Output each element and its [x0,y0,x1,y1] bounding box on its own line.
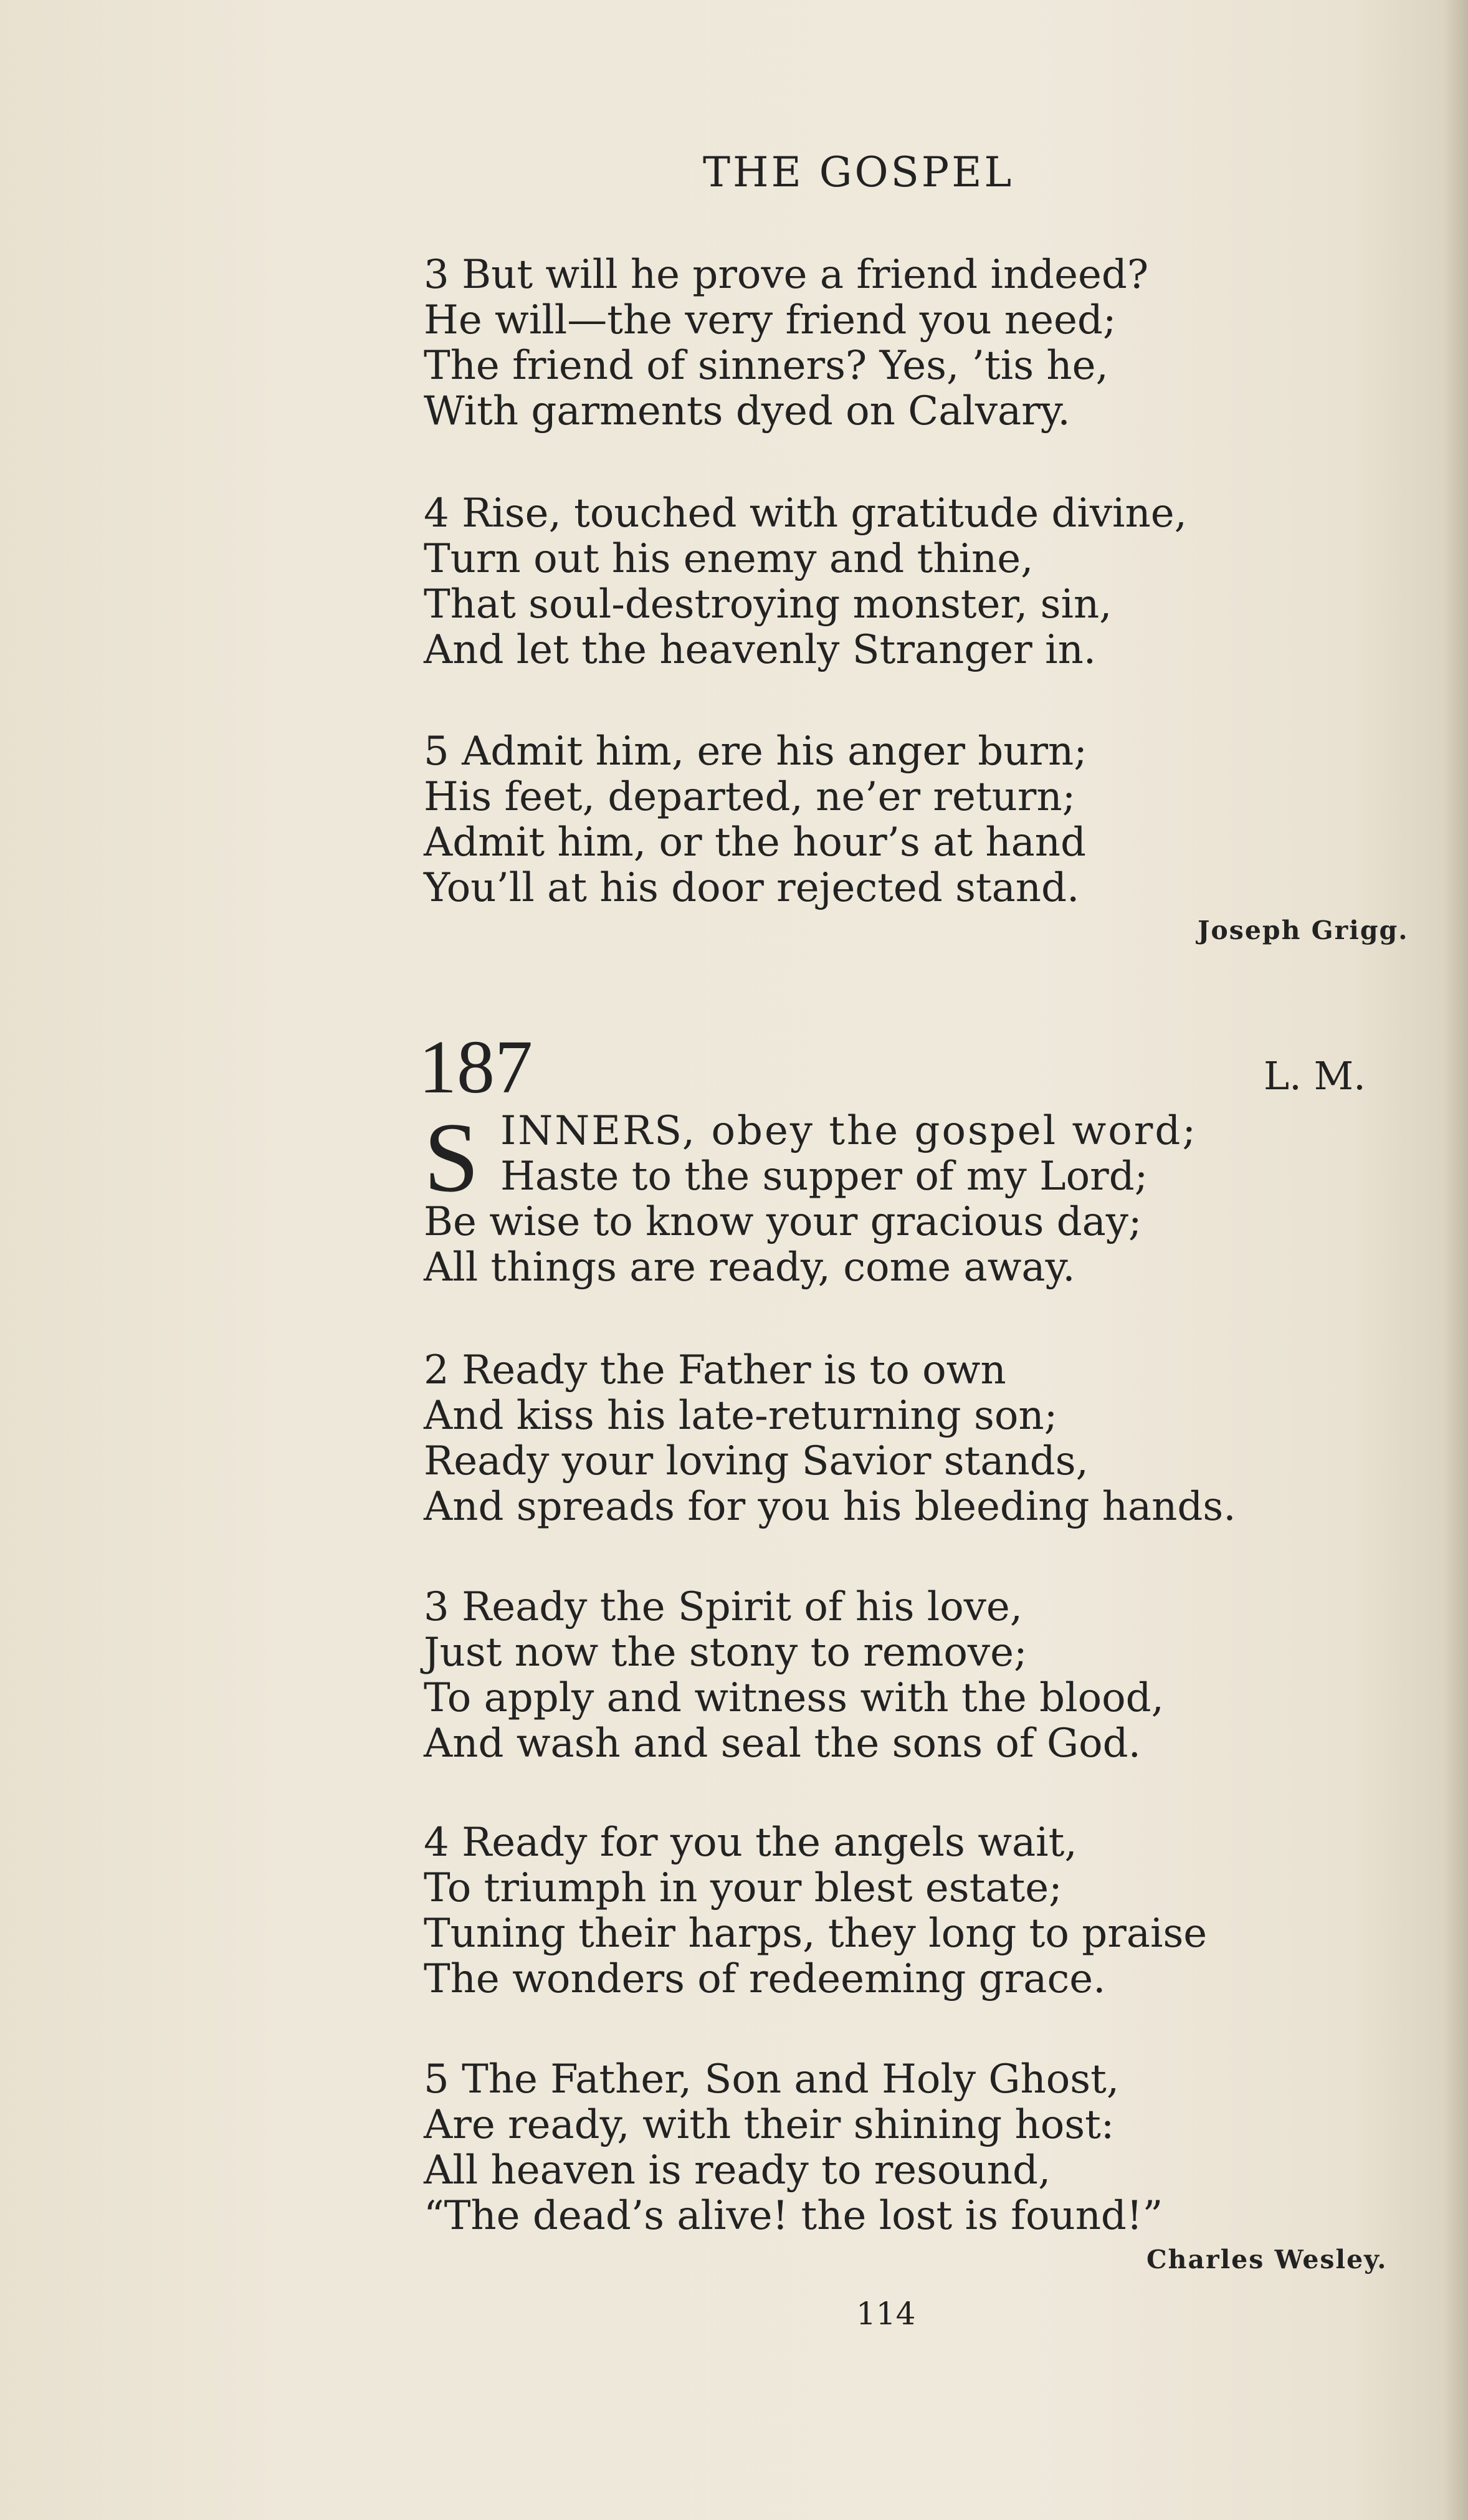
verse-line: INNERS, obey the gospel word; [500,1108,1198,1154]
verse-line: 3 Ready the Spirit of his love, [424,1584,1023,1630]
verse-line: Are ready, with their shining host: [424,2102,1115,2148]
verse-line: “The dead’s alive! the lost is found!” [424,2193,1163,2239]
verse-line: 5 The Father, Son and Holy Ghost, [424,2056,1120,2102]
running-head: THE GOSPEL [703,148,1014,196]
stanza [424,1820,1207,2002]
verse-line: To triumph in your blest estate; [424,1865,1062,1911]
verse-line: Turn out his enemy and thine, [424,536,1034,582]
verse-line: Tuning their harps, they long to praise [424,1911,1208,1957]
verse-line: To apply and witness with the blood, [424,1675,1164,1721]
binding-gutter [1443,0,1468,2520]
verse-line: With garments dyed on Calvary. [424,388,1070,434]
verse-line: And let the heavenly Stranger in. [424,627,1097,673]
verse-line: 2 Ready the Father is to own [424,1347,1006,1393]
verse-line: He will—the very friend you need; [424,297,1117,343]
stanza [424,1348,1236,1530]
verse-line: 3 But will he prove a friend indeed? [424,252,1149,298]
meter-indicator: L. M. [1264,1053,1366,1099]
drop-cap: S [424,1102,479,1213]
verse-line: Just now the stony to remove; [424,1630,1027,1676]
verse-line: Admit him, or the hour’s at hand [424,819,1086,866]
verse-line: The friend of sinners? Yes, ’tis he, [424,343,1108,389]
stanza [424,1585,1164,1767]
verse-line: You’ll at his door rejected stand. [424,865,1080,911]
verse-line: His feet, departed, ne’er return; [424,774,1076,820]
page-number: 114 [856,2296,916,2332]
verse-line: All heaven is ready to resound, [424,2147,1051,2193]
author-attribution: Joseph Grigg. [1198,915,1409,945]
stanza [424,729,1087,911]
hymn-number: 187 [419,1025,533,1109]
verse-line: The wonders of redeeming grace. [424,1956,1106,2002]
stanza [424,2057,1163,2239]
stanza [424,491,1187,673]
verse-line: 4 Ready for you the angels wait, [424,1820,1077,1866]
verse-line: Haste to the supper of my Lord; [500,1153,1148,1200]
author-attribution: Charles Wesley. [1146,2245,1388,2274]
verse-line: Ready your loving Savior stands, [424,1438,1089,1484]
verse-line: That soul-destroying monster, sin, [424,581,1112,628]
verse-line: All things are ready, come away. [424,1244,1075,1291]
verse-line: And kiss his late-returning son; [424,1393,1058,1439]
verse-line: And spreads for you his bleeding hands. [424,1484,1236,1530]
verse-line: 5 Admit him, ere his anger burn; [424,728,1087,775]
verse-line: Be wise to know your gracious day; [424,1199,1142,1245]
stanza [424,252,1148,434]
verse-line: And wash and seal the sons of God. [424,1721,1141,1767]
verse-line: 4 Rise, touched with gratitude divine, [424,490,1187,537]
